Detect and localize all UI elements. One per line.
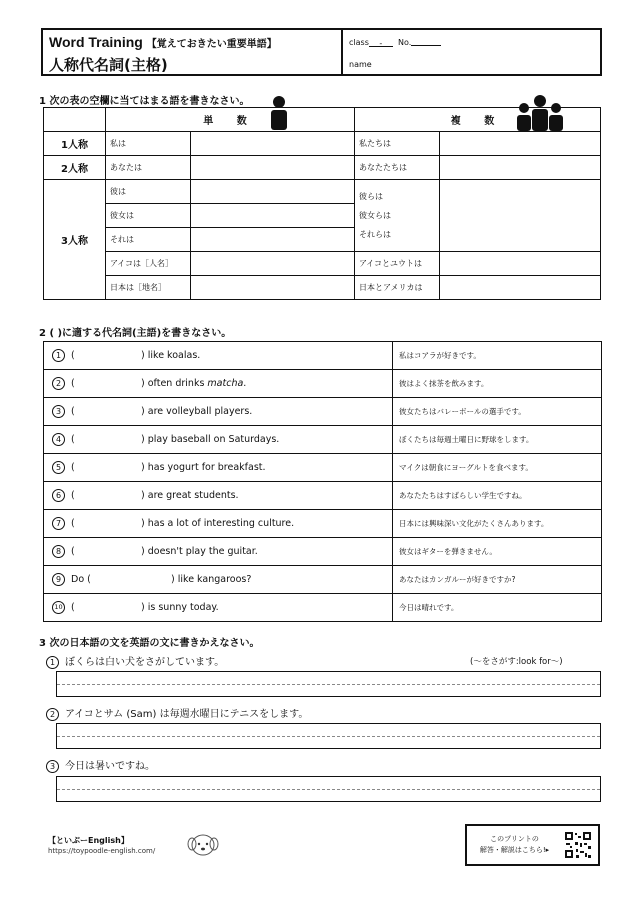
question-english — [44, 426, 393, 454]
number-field[interactable] — [411, 38, 441, 46]
brand-url[interactable]: https://toypoodle-english.com/ — [48, 847, 156, 855]
question-japanese: 彼女はギターを弾きません。 — [393, 538, 602, 566]
question-number: 4 — [52, 433, 65, 446]
pronoun-table-header — [44, 108, 601, 132]
close-paren: ) — [141, 490, 145, 501]
fill-in-table — [43, 341, 602, 622]
singular-jp: それは — [106, 228, 191, 252]
question-number: 3 — [52, 405, 65, 418]
close-paren: ) — [141, 434, 145, 445]
sentence-end: . — [243, 378, 247, 389]
section1-title: 1 次の表の空欄に当てはまる語を書きなさい。 — [39, 96, 250, 107]
hint-text: (〜をさがす:look for〜) — [470, 657, 563, 667]
question-english — [44, 538, 393, 566]
question-row — [44, 482, 602, 510]
question-row — [44, 398, 602, 426]
pronoun-table — [43, 107, 601, 300]
person-label: 1人称 — [44, 132, 106, 156]
worksheet-header — [41, 28, 602, 76]
table-row-second-person — [44, 156, 601, 180]
sentence-rest: has yogurt for breakfast. — [147, 462, 266, 473]
close-paren: ) — [141, 462, 145, 473]
brand-name: 【といぷーEnglish】 — [48, 836, 129, 845]
header-title-block — [43, 30, 343, 74]
person-label: 2人称 — [44, 156, 106, 180]
translation-prompt — [46, 757, 155, 773]
singular-jp: 彼女は — [106, 204, 191, 228]
class-field[interactable]: - — [369, 39, 393, 47]
answer-cell[interactable] — [191, 252, 355, 276]
open-paren[interactable]: ( — [71, 518, 75, 529]
section2-title: 2 ( )に適する代名詞(主語)を書きなさい。 — [39, 328, 232, 339]
sentence-rest: are great students. — [147, 490, 239, 501]
close-paren: ) — [141, 406, 145, 417]
question-number: 2 — [46, 708, 59, 721]
sentence-italic: matcha — [207, 378, 244, 389]
question-japanese: ぼくたちは毎週土曜日に野球をします。 — [393, 426, 602, 454]
guide-line — [57, 684, 600, 685]
question-number: 5 — [52, 461, 65, 474]
table-row — [44, 252, 601, 276]
guide-line — [57, 789, 600, 790]
question-number: 1 — [46, 656, 59, 669]
close-paren: ) — [141, 546, 145, 557]
open-paren[interactable]: ( — [71, 602, 75, 613]
answer-link-line1: このプリントの — [490, 835, 539, 843]
sentence-rest: has a lot of interesting culture. — [147, 518, 295, 529]
singular-header: 単 数 — [106, 108, 355, 132]
question-english — [44, 510, 393, 538]
answer-cell[interactable] — [191, 204, 355, 228]
answer-cell[interactable] — [191, 180, 355, 204]
singular-jp: 私は — [106, 132, 191, 156]
question-english — [44, 482, 393, 510]
question-number: 1 — [52, 349, 65, 362]
question-row — [44, 454, 602, 482]
worksheet-topic: 人称代名詞(主格) — [49, 56, 168, 74]
open-paren[interactable]: Do ( — [71, 574, 91, 585]
worksheet-title: Word Training 【覚えておきたい重要単語】 — [49, 34, 277, 50]
singular-jp: 日本は［地名］ — [106, 276, 191, 300]
sentence-rest: play baseball on Saturdays. — [147, 434, 280, 445]
open-paren[interactable]: ( — [71, 490, 75, 501]
prompt-text: 今日は暑いですね。 — [65, 761, 155, 772]
table-row — [44, 276, 601, 300]
question-row — [44, 566, 602, 594]
class-label: class — [349, 38, 369, 47]
plural-jp: 私たちは — [355, 132, 440, 156]
answer-cell[interactable] — [191, 276, 355, 300]
plural-jp: アイコとユウトは — [355, 252, 440, 276]
answer-cell[interactable] — [440, 132, 601, 156]
question-row — [44, 342, 602, 370]
person-label: 3人称 — [44, 180, 106, 300]
question-english — [44, 566, 393, 594]
answer-cell[interactable] — [440, 276, 601, 300]
question-number: 7 — [52, 517, 65, 530]
sentence-rest: doesn't play the guitar. — [147, 546, 258, 557]
name-label: name — [349, 60, 372, 69]
answer-cell[interactable] — [440, 252, 601, 276]
close-paren: ) — [141, 602, 145, 613]
close-paren: ) — [141, 518, 145, 529]
close-paren: ) — [141, 378, 145, 389]
worksheet-subtitle: 【覚えておきたい重要単語】 — [146, 39, 277, 50]
singular-jp: あなたは — [106, 156, 191, 180]
translation-prompt — [46, 705, 308, 721]
answer-area[interactable] — [56, 723, 601, 749]
question-japanese: 私はコアラが好きです。 — [393, 342, 602, 370]
question-number: 10 — [52, 601, 65, 614]
question-english — [44, 370, 393, 398]
poodle-logo-icon — [186, 830, 220, 860]
plural-jp: 彼らは — [359, 192, 383, 201]
question-row — [44, 510, 602, 538]
open-paren[interactable]: ( — [71, 378, 75, 389]
open-paren[interactable]: ( — [71, 350, 75, 361]
plural-jp: 彼女らは — [359, 211, 391, 220]
question-japanese: 彼はよく抹茶を飲みます。 — [393, 370, 602, 398]
close-paren: ) — [171, 574, 175, 585]
prompt-text: ぼくらは白い犬をさがしています。 — [65, 657, 225, 668]
question-japanese: 彼女たちはバレーボールの選手です。 — [393, 398, 602, 426]
question-japanese: あなたはカンガルーが好きですか? — [393, 566, 602, 594]
plural-jp: あなたたちは — [355, 156, 440, 180]
answer-area[interactable] — [56, 776, 601, 802]
table-row-first-person — [44, 132, 601, 156]
question-row — [44, 370, 602, 398]
plural-jp: それらは — [359, 230, 391, 239]
open-paren[interactable]: ( — [71, 434, 75, 445]
plural-jp: 日本とアメリカは — [355, 276, 440, 300]
plural-jp-group — [355, 180, 440, 252]
question-row — [44, 538, 602, 566]
sentence-rest: are volleyball players. — [147, 406, 253, 417]
qr-code-icon[interactable] — [564, 831, 592, 859]
question-japanese: 日本には興味深い文化がたくさんあります。 — [393, 510, 602, 538]
table-row-third-person — [44, 180, 601, 204]
question-number: 9 — [52, 573, 65, 586]
answer-cell[interactable] — [191, 132, 355, 156]
question-number: 6 — [52, 489, 65, 502]
prompt-text: アイコとサム (Sam) は毎週水曜日にテニスをします。 — [65, 709, 309, 720]
sentence-rest: like kangaroos? — [177, 574, 252, 585]
question-row — [44, 426, 602, 454]
question-japanese: 今日は晴れです。 — [393, 594, 602, 622]
open-paren[interactable]: ( — [71, 462, 75, 473]
translation-prompt — [46, 653, 224, 669]
plural-header: 複 数 — [355, 108, 601, 132]
student-info-block — [343, 30, 600, 74]
question-japanese: マイクは朝食にヨーグルトを食べます。 — [393, 454, 602, 482]
question-number: 3 — [46, 760, 59, 773]
question-row — [44, 594, 602, 622]
singular-jp: アイコは［人名］ — [106, 252, 191, 276]
answer-cell[interactable] — [191, 228, 355, 252]
corner-cell — [44, 108, 106, 132]
sentence-rest: often drinks — [147, 378, 208, 389]
question-number: 8 — [52, 545, 65, 558]
section3-title: 3 次の日本語の文を英語の文に書きかえなさい。 — [39, 638, 260, 649]
guide-line — [57, 736, 600, 737]
question-english — [44, 342, 393, 370]
sentence-rest: is sunny today. — [147, 602, 219, 613]
question-number: 2 — [52, 377, 65, 390]
answer-link-text — [467, 834, 562, 856]
sentence-rest: like koalas. — [147, 350, 201, 361]
close-paren: ) — [141, 350, 145, 361]
answer-cell[interactable] — [440, 180, 601, 252]
answer-link-line2: 解答・解説はこちら!▸ — [479, 846, 550, 854]
open-paren[interactable]: ( — [71, 546, 75, 557]
question-japanese: あなたたちはすばらしい学生ですね。 — [393, 482, 602, 510]
answer-cell[interactable] — [191, 156, 355, 180]
singular-jp: 彼は — [106, 180, 191, 204]
number-label: No. — [397, 38, 412, 47]
open-paren[interactable]: ( — [71, 406, 75, 417]
question-english — [44, 398, 393, 426]
answer-link-box[interactable] — [465, 824, 600, 866]
question-english — [44, 454, 393, 482]
answer-cell[interactable] — [440, 156, 601, 180]
question-english — [44, 594, 393, 622]
answer-area[interactable] — [56, 671, 601, 697]
